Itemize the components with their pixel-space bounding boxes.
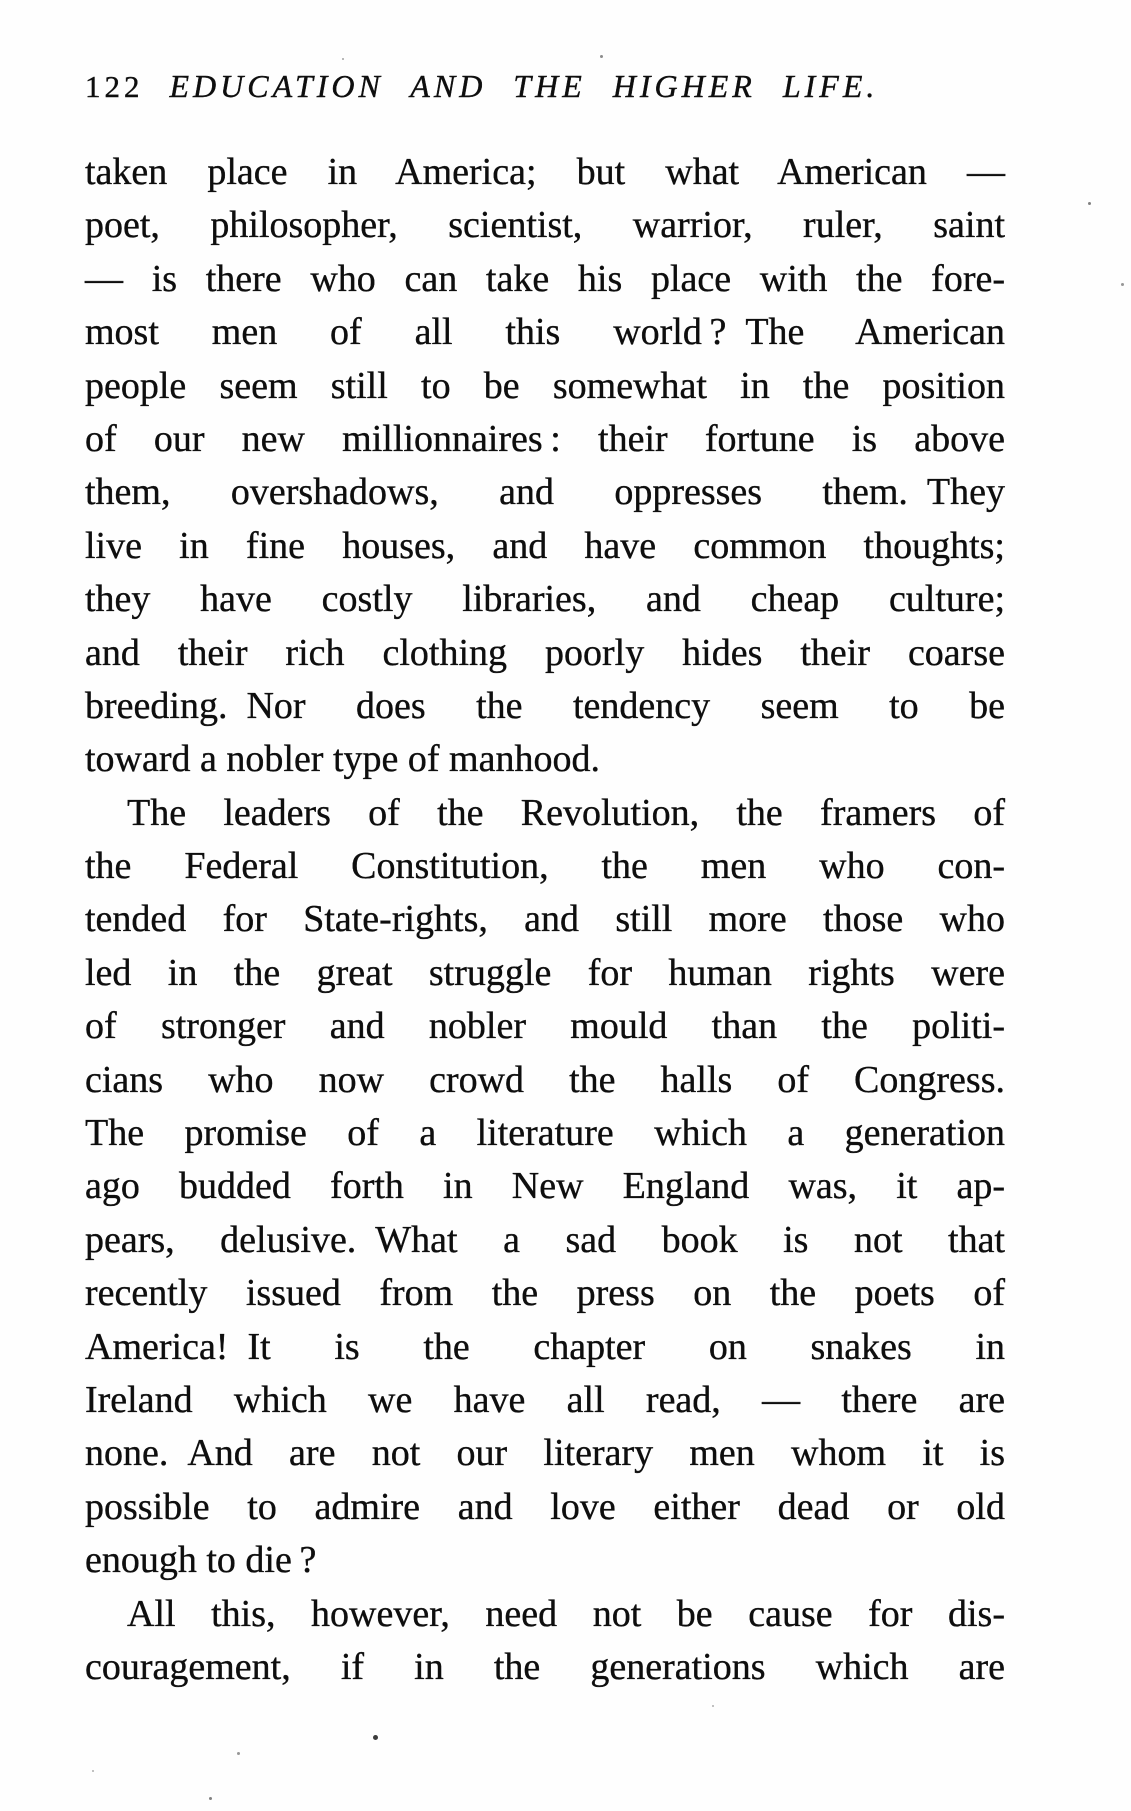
scan-speck [209,1797,212,1800]
text-line: pears, delusive. What a sad book is not that [85,1218,1005,1261]
text-line: people seem still to be somewhat in the position [85,364,1005,407]
text-line: led in the great struggle for human rights were [85,951,1005,994]
text-line: recently issued from the press on the poets of [85,1272,1005,1315]
text-line: none. And are not our literary men whom it is [85,1432,1005,1475]
scan-speck [1088,202,1091,205]
text-line: The promise of a literature which a generation [85,1112,1005,1155]
text-line: them, overshadows, and oppresses them. They [85,471,1005,514]
text-line: couragement, if in the generations which are [85,1645,1005,1688]
scan-speck [342,58,344,60]
text-line: they have costly libraries, and cheap culture; [85,578,1005,621]
text-line: Ireland which we have all read, — there are [85,1378,1005,1421]
text-line: breeding. Nor does the tendency seem to be [85,684,1005,727]
text-line: the Federal Constitution, the men who con- [85,845,1005,888]
scan-speck [712,1705,714,1707]
text-line: — is there who can take his place with the fore- [85,257,1005,300]
text-line: America! It is the chapter on snakes in [85,1325,1005,1368]
text-line: All this, however, need not be cause for dis- [127,1592,1005,1635]
running-header [85,68,1005,105]
scan-speck [92,1770,94,1772]
scan-speck [237,1752,240,1755]
text-line: most men of all this world ? The American [85,311,1005,354]
scan-speck [600,55,603,58]
page-number: 122 [85,69,144,104]
text-line: tended for State-rights, and still more those who [85,898,1005,941]
text-line: The leaders of the Revolution, the framers of [127,791,1005,834]
body-text [85,146,1005,1694]
scan-speck [1121,283,1124,286]
text-line: cians who now crowd the halls of Congress. [85,1058,1005,1101]
text-line: ago budded forth in New England was, it ap- [85,1165,1005,1208]
text-line: possible to admire and love either dead or old [85,1485,1005,1528]
text-line: enough to die ? [85,1539,317,1582]
text-line: of stronger and nobler mould than the politi- [85,1005,1005,1048]
text-line: live in fine houses, and have common thoughts; [85,524,1005,567]
running-title: EDUCATION AND THE HIGHER LIFE. [169,68,879,104]
scan-speck [373,1735,378,1740]
text-line: of our new millionnaires : their fortune is above [85,417,1005,460]
text-line: poet, philosopher, scientist, warrior, ruler, saint [85,204,1005,247]
text-line: taken place in America; but what American — [85,151,1005,193]
text-line: and their rich clothing poorly hides their coarse [85,631,1005,674]
text-line: toward a nobler type of manhood. [85,738,600,781]
